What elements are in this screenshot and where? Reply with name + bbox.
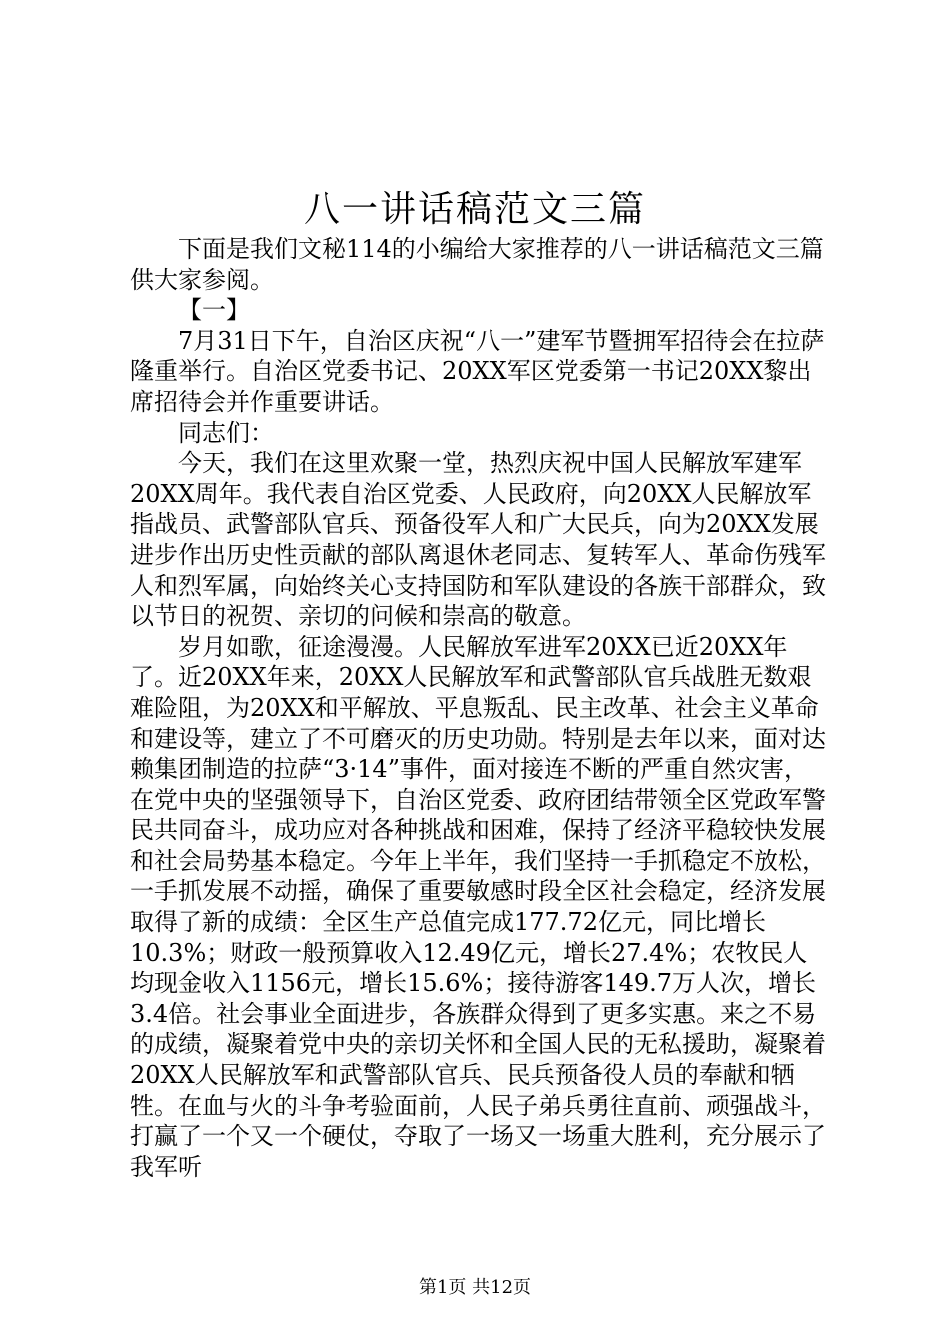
section-marker: 【一】 <box>178 296 250 325</box>
salutation: 同志们： <box>178 418 274 447</box>
body-paragraph: 7月31日下午，自治区庆祝“八一”建军节暨拥军招待会在拉萨隆重举行。自治区党委书记、20XX军区党委第一书记20XX黎出席招待会并作重要讲话。 <box>130 326 825 416</box>
body-paragraph: 今天，我们在这里欢聚一堂，热烈庆祝中国人民解放军建军20XX周年。我代表自治区党委、人民政府，向20XX人民解放军指战员、武警部队官兵、预备役军人和广大民兵，向为20XX发展进步作出历史性贡献的部队离退休老同志、复转军人、革命伤残军人和烈军属，向始终关心支持国防和军队建设的各族干部群众，致以节日的祝贺、亲切的问候和崇高的敬意。 <box>130 449 826 631</box>
document-body <box>130 234 830 1182</box>
document-title: 八一讲话稿范文三篇 <box>303 189 646 230</box>
intro-paragraph: 下面是我们文秘114的小编给大家推荐的八一讲话稿范文三篇供大家参阅。 <box>130 235 824 294</box>
body-paragraph: 岁月如歌，征途漫漫。人民解放军进军20XX已近20XX年了。近20XX年来，20XX人民解放军和武警部队官兵战胜无数艰难险阻，为20XX和平解放、平息叛乱、民主改革、社会主义革命和建设等，建立了不可磨灭的历史功勋。特别是去年以来，面对达赖集团制造的拉萨“3·14”事件，面对接连不断的严重自然灾害，在党中央的坚强领导下，自治区党委、政府团结带领全区党政军警民共同奋斗，成功应对各种挑战和困难，保持了经济平稳较快发展和社会局势基本稳定。今年上半年，我们坚持一手抓稳定不放松，一手抓发展不动摇，确保了重要敏感时段全区社会稳定，经济发展取得了新的成绩：全区生产总值完成177.72亿元，同比增长10.3%；财政一般预算收入12.49亿元，增长27.4%；农牧民人均现金收入1156元，增长15.6%；接待游客149.7万人次，增长3.4倍。社会事业全面进步，各族群众得到了更多实惠。来之不易的成绩，凝聚着党中央的亲切关怀和全国人民的无私援助，凝聚着20XX人民解放军和武警部队官兵、民兵预备役人员的奉献和牺牲。在血与火的斗争考验面前，人民子弟兵勇往直前、顽强战斗，打赢了一个又一个硬仗，夺取了一场又一场重大胜利，充分展示了我军听 <box>130 632 826 1181</box>
page-footer: 第1页 共12页 <box>418 1277 532 1298</box>
